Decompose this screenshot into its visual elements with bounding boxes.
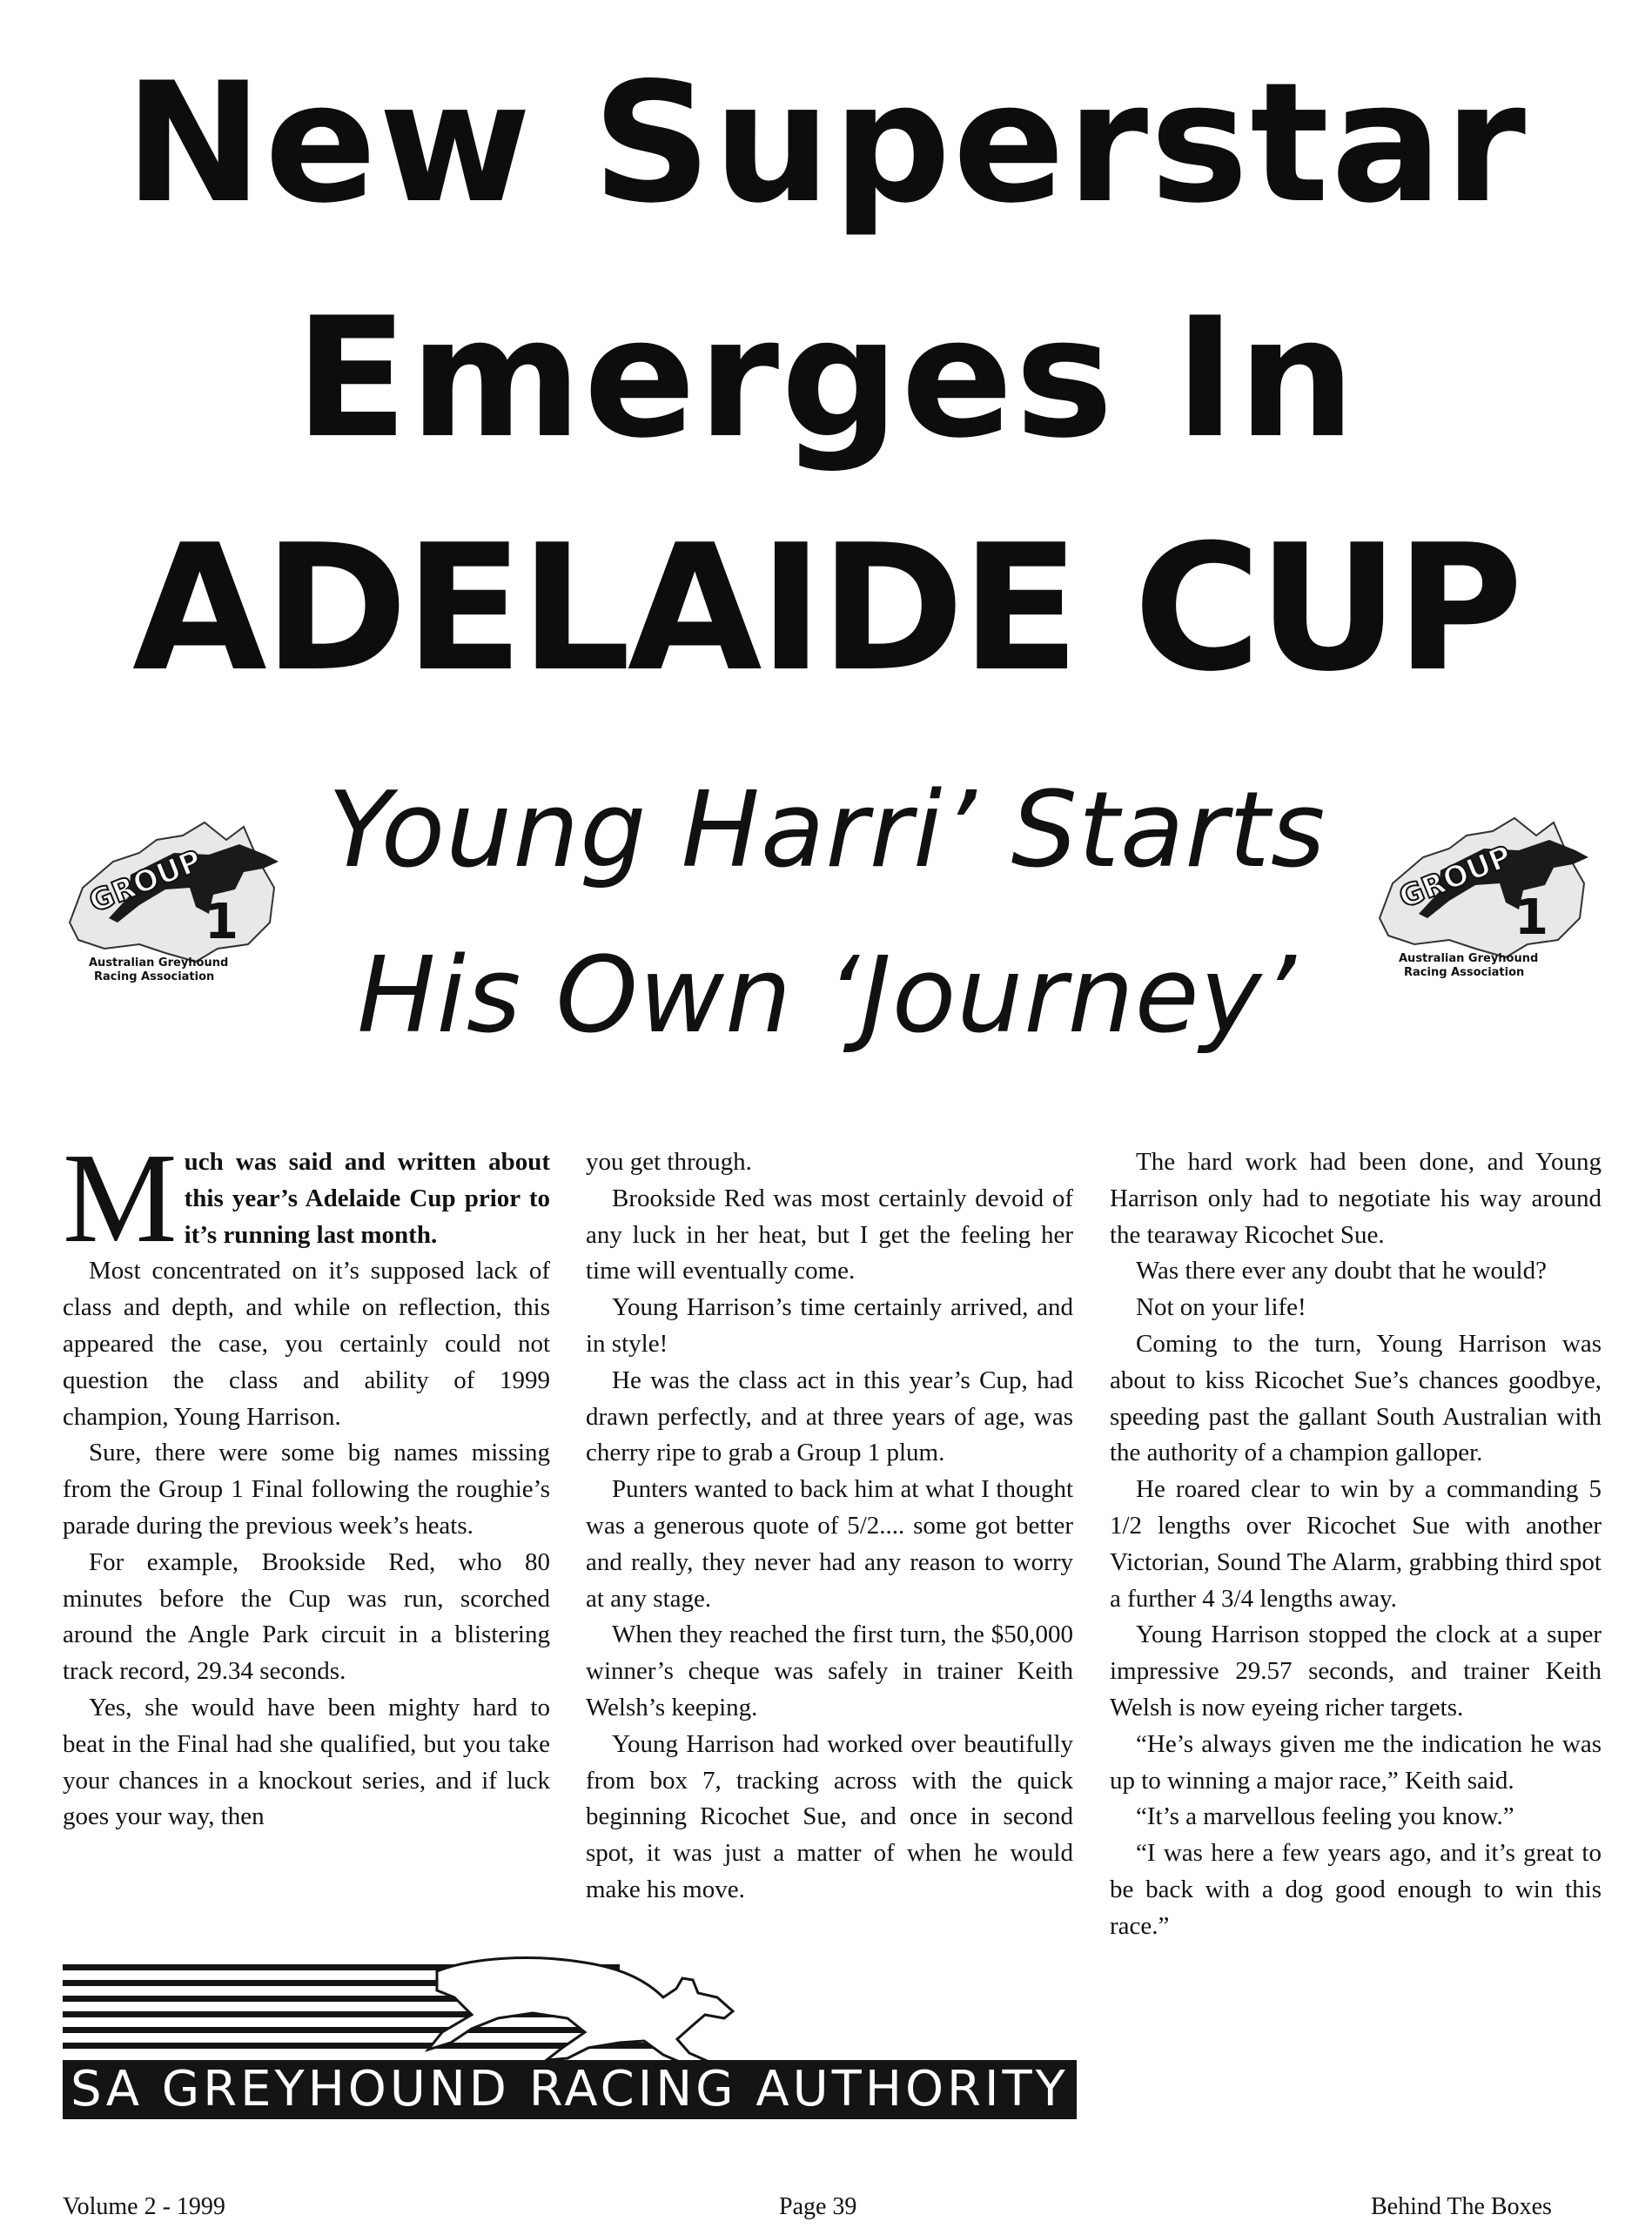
badge-caption-1: Australian Greyhound — [89, 956, 229, 970]
advert-text: SA GREYHOUND RACING AUTHORITY — [71, 2061, 1069, 2117]
group1-badge-icon — [35, 792, 296, 1001]
paragraph: He roared clear to win by a commanding 5 1/2 lengths over Ricochet Sue with another Victorian, Sound The Alarm, grabbing third spot a further 4 3/4 lengths away. — [1110, 1475, 1602, 1613]
badge-word: GROUP — [84, 842, 207, 920]
subheadline-line-1: Young Harri’ Starts — [327, 770, 1326, 891]
paragraph: Brookside Red was most certainly devoid of any luck in her heat, but I get the feeling her time will eventually come. — [586, 1184, 1073, 1285]
paragraph: Most concentrated on it’s supposed lack of class and depth, and while on reflection, this appeared the case, you certainly could not question the class and ability of 1999 champion, Young Harrison. — [63, 1257, 550, 1431]
paragraph: Sure, there were some big names missing from the Group 1 Final following the roughie’s parade during the previous week’s heats. — [63, 1439, 550, 1540]
paragraph: Young Harrison’s time certainly arrived, and in style! — [586, 1293, 1073, 1358]
footer-page-number: Page 39 — [779, 2193, 857, 2220]
drop-cap: M — [63, 1127, 178, 1270]
paragraph: Not on your life! — [1136, 1293, 1306, 1322]
footer-publication: Behind The Boxes — [1371, 2193, 1552, 2220]
paragraph-continuation: you get through. — [586, 1148, 752, 1176]
paragraph: Was there ever any doubt that he would? — [1136, 1257, 1547, 1285]
paragraph: “He’s always given me the indication he was up to winning a major race,” Keith said. — [1110, 1729, 1602, 1795]
article-lead — [63, 1127, 550, 1270]
badge-number: 1 — [1514, 889, 1548, 946]
paragraph: Young Harrison stopped the clock at a super impressive 29.57 seconds, and trainer Keith Welsh is now eyeing richer targets. — [1110, 1621, 1602, 1721]
headline-line-1: New Superstar — [124, 47, 1528, 239]
sa-greyhound-authority-advert — [63, 1945, 1077, 2119]
article-column-2 — [586, 1144, 1073, 1909]
paragraph: The hard work had been done, and Young Harrison only had to negotiate his way around the tearaway Ricochet Sue. — [1110, 1148, 1602, 1249]
subheadline-line-2: His Own ‘Journey’ — [357, 936, 1297, 1057]
article-column-1 — [63, 1127, 550, 1835]
paragraph: “It’s a marvellous feeling you know.” — [1136, 1802, 1514, 1831]
badge-number: 1 — [205, 894, 238, 950]
headline-line-3: ADELAIDE CUP — [131, 507, 1521, 710]
paragraph: “I was here a few years ago, and it’s great to be back with a dog good enough to win this race.” — [1110, 1839, 1602, 1940]
paragraph: For example, Brookside Red, who 80 minutes before the Cup was run, scorched around the Angle Park circuit in a blistering track record, 29.34 seconds. — [63, 1547, 550, 1686]
paragraph: Punters wanted to back him at what I thought was a generous quote of 5/2.... some got better and really, they never had any reason to worry at any stage. — [586, 1475, 1073, 1613]
badge-caption-2: Racing Association — [1404, 966, 1525, 979]
group1-badge-icon — [1345, 788, 1606, 997]
headline-line-2: Emerges In — [294, 282, 1358, 474]
paragraph: Yes, she would have been mighty hard to beat in the Final had she qualified, but you take your chances in a knockout series, and if luck goes your way, then — [63, 1693, 550, 1831]
footer-volume: Volume 2 - 1999 — [63, 2193, 225, 2220]
lead-text: uch was said and written about this year’s Adelaide Cup prior to it’s running last month. — [184, 1148, 550, 1249]
paragraph: He was the class act in this year’s Cup, had drawn perfectly, and at three years of age, was cherry ripe to grab a Group 1 plum. — [586, 1366, 1073, 1467]
paragraph: Young Harrison had worked over beautifully from box 7, tracking across with the quick beginning Ricochet Sue, and once in second spot, it was just a matter of when he would make his move. — [586, 1729, 1073, 1903]
badge-caption-2: Racing Association — [94, 970, 215, 983]
paragraph: Coming to the turn, Young Harrison was about to kiss Ricochet Sue’s chances goodbye, speeding past the gallant South Australian with the authority of a champion galloper. — [1110, 1329, 1602, 1467]
badge-word: GROUP — [1393, 838, 1517, 916]
running-greyhound-logo-icon — [63, 1945, 1077, 2067]
article-column-3 — [1110, 1144, 1602, 1945]
paragraph: When they reached the first turn, the $50,000 winner’s cheque was safely in trainer Keith Welsh’s keeping. — [586, 1621, 1073, 1721]
badge-caption-1: Australian Greyhound — [1399, 952, 1539, 965]
